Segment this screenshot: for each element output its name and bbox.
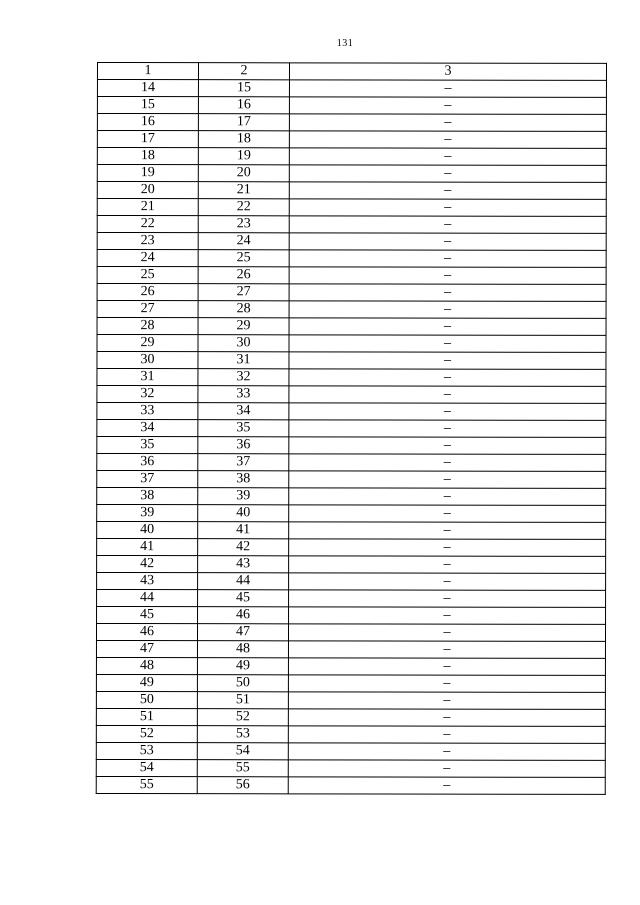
table-cell-col3: – bbox=[289, 522, 606, 540]
table-cell-col1: 19 bbox=[97, 165, 198, 182]
table-cell-col2: 18 bbox=[198, 131, 289, 148]
table-cell-col3: – bbox=[288, 743, 605, 761]
table-cell-col2: 31 bbox=[198, 352, 289, 369]
table-cell-col1: 36 bbox=[97, 454, 198, 471]
table-cell-col1: 25 bbox=[97, 267, 198, 284]
table-cell-col2: 26 bbox=[198, 267, 289, 284]
table-cell-col1: 32 bbox=[97, 386, 198, 403]
table-cell-col2: 51 bbox=[197, 692, 288, 709]
table-cell-col2: 54 bbox=[197, 743, 288, 760]
table-cell-col2: 34 bbox=[198, 403, 289, 420]
table-cell-col2: 40 bbox=[198, 505, 289, 522]
table-row bbox=[97, 539, 606, 557]
table-cell-col2: 36 bbox=[198, 437, 289, 454]
table-cell-col2: 29 bbox=[198, 318, 289, 335]
table-row bbox=[96, 641, 605, 659]
table-cell-col2: 28 bbox=[198, 301, 289, 318]
table-cell-col3: – bbox=[289, 403, 606, 421]
table-row bbox=[97, 522, 606, 540]
table-cell-col3: – bbox=[289, 165, 606, 183]
table-cell-col2: 16 bbox=[198, 97, 289, 114]
column-header-3: 3 bbox=[289, 63, 606, 81]
table-cell-col3: – bbox=[289, 233, 606, 251]
table-row bbox=[97, 573, 606, 591]
table-cell-col2: 15 bbox=[198, 80, 289, 97]
table-cell-col1: 49 bbox=[96, 674, 197, 691]
table-cell-col1: 37 bbox=[97, 471, 198, 488]
table-cell-col1: 31 bbox=[97, 369, 198, 386]
table-cell-col3: – bbox=[289, 318, 606, 336]
table-cell-col1: 29 bbox=[97, 335, 198, 352]
table-row bbox=[97, 284, 606, 302]
table-cell-col2: 42 bbox=[198, 539, 289, 556]
table-cell-col3: – bbox=[289, 199, 606, 217]
table-cell-col1: 20 bbox=[97, 182, 198, 199]
table-cell-col1: 52 bbox=[96, 725, 197, 742]
table-cell-col2: 21 bbox=[198, 182, 289, 199]
table-cell-col2: 17 bbox=[198, 114, 289, 131]
table-cell-col1: 45 bbox=[97, 607, 198, 624]
table-cell-col1: 38 bbox=[97, 488, 198, 505]
table-row bbox=[97, 335, 606, 353]
table-cell-col2: 53 bbox=[197, 726, 288, 743]
table-cell-col2: 55 bbox=[197, 760, 288, 777]
column-header-1: 1 bbox=[97, 63, 198, 80]
table-cell-col1: 51 bbox=[96, 708, 197, 725]
table-row bbox=[97, 403, 606, 421]
table-row bbox=[97, 488, 606, 506]
table-cell-col2: 47 bbox=[197, 624, 288, 641]
table-cell-col2: 32 bbox=[198, 369, 289, 386]
table-cell-col3: – bbox=[289, 148, 606, 166]
table-cell-col2: 33 bbox=[198, 386, 289, 403]
table-body bbox=[96, 80, 606, 795]
table-cell-col3: – bbox=[288, 760, 605, 778]
table-cell-col2: 23 bbox=[198, 216, 289, 233]
table-row bbox=[96, 776, 605, 794]
table-cell-col1: 34 bbox=[97, 420, 198, 437]
table-cell-col2: 19 bbox=[198, 148, 289, 165]
table-row bbox=[97, 420, 606, 438]
table-cell-col3: – bbox=[288, 692, 605, 710]
data-table bbox=[96, 62, 607, 795]
table-row bbox=[97, 148, 606, 166]
table-row bbox=[97, 199, 606, 217]
table-cell-col1: 47 bbox=[96, 641, 197, 658]
table-cell-col1: 21 bbox=[97, 199, 198, 216]
table-cell-col2: 37 bbox=[198, 454, 289, 471]
table-cell-col2: 39 bbox=[198, 488, 289, 505]
table-cell-col2: 27 bbox=[198, 284, 289, 301]
table-cell-col1: 14 bbox=[97, 80, 198, 97]
table-row bbox=[96, 624, 605, 642]
table-row bbox=[96, 674, 605, 692]
table-cell-col1: 55 bbox=[96, 776, 197, 793]
table-cell-col1: 30 bbox=[97, 352, 198, 369]
table-cell-col2: 43 bbox=[198, 556, 289, 573]
table-row bbox=[97, 301, 606, 319]
table-row bbox=[97, 505, 606, 523]
table-cell-col3: – bbox=[289, 437, 606, 455]
table-row bbox=[97, 318, 606, 336]
table-row bbox=[96, 742, 605, 760]
table-cell-col3: – bbox=[289, 488, 606, 506]
table-cell-col3: – bbox=[288, 641, 605, 659]
table-cell-col3: – bbox=[289, 182, 606, 200]
table-row bbox=[97, 471, 606, 489]
table-row bbox=[97, 131, 606, 149]
table-row bbox=[97, 590, 606, 608]
table-cell-col3: – bbox=[289, 369, 606, 387]
table-cell-col1: 23 bbox=[97, 233, 198, 250]
table-cell-col2: 56 bbox=[197, 777, 288, 794]
table-cell-col3: – bbox=[289, 505, 606, 523]
table-cell-col3: – bbox=[289, 97, 606, 115]
table-row bbox=[97, 437, 606, 455]
table-row bbox=[96, 708, 605, 726]
table-cell-col3: – bbox=[289, 573, 606, 591]
table-cell-col3: – bbox=[289, 590, 606, 608]
table-cell-col2: 24 bbox=[198, 233, 289, 250]
table-cell-col2: 50 bbox=[197, 675, 288, 692]
table-cell-col1: 15 bbox=[97, 97, 198, 114]
table-cell-col1: 41 bbox=[97, 539, 198, 556]
table-cell-col2: 49 bbox=[197, 658, 288, 675]
table-cell-col1: 53 bbox=[96, 742, 197, 759]
table-cell-col2: 30 bbox=[198, 335, 289, 352]
table-cell-col1: 16 bbox=[97, 114, 198, 131]
table-row bbox=[96, 657, 605, 675]
table-cell-col2: 25 bbox=[198, 250, 289, 267]
table-cell-col2: 46 bbox=[198, 607, 289, 624]
header-row bbox=[97, 63, 606, 81]
table-row bbox=[97, 233, 606, 251]
table-cell-col1: 35 bbox=[97, 437, 198, 454]
table-cell-col3: – bbox=[289, 284, 606, 302]
table-cell-col3: – bbox=[289, 250, 606, 268]
table-cell-col2: 20 bbox=[198, 165, 289, 182]
table-cell-col3: – bbox=[289, 607, 606, 625]
table-row bbox=[97, 250, 606, 268]
table-row bbox=[97, 607, 606, 625]
table-cell-col1: 24 bbox=[97, 250, 198, 267]
table-cell-col3: – bbox=[289, 335, 606, 353]
table-cell-col3: – bbox=[288, 726, 605, 744]
table-row bbox=[97, 352, 606, 370]
table-cell-col3: – bbox=[289, 352, 606, 370]
table-cell-col3: – bbox=[289, 556, 606, 574]
table-cell-col3: – bbox=[288, 675, 605, 693]
table-cell-col2: 41 bbox=[198, 522, 289, 539]
table-cell-col3: – bbox=[288, 658, 605, 676]
table-cell-col1: 22 bbox=[97, 216, 198, 233]
table-cell-col2: 22 bbox=[198, 199, 289, 216]
table-row bbox=[97, 80, 606, 98]
table-cell-col1: 43 bbox=[97, 573, 198, 590]
table-row bbox=[97, 556, 606, 574]
table-cell-col1: 42 bbox=[97, 556, 198, 573]
table-cell-col2: 38 bbox=[198, 471, 289, 488]
table-cell-col1: 39 bbox=[97, 505, 198, 522]
table-cell-col1: 28 bbox=[97, 318, 198, 335]
table-cell-col2: 45 bbox=[198, 590, 289, 607]
table-cell-col3: – bbox=[288, 709, 605, 727]
table-cell-col3: – bbox=[289, 420, 606, 438]
table-row bbox=[97, 97, 606, 115]
table-row bbox=[96, 691, 605, 709]
table-row bbox=[97, 114, 606, 132]
table-cell-col1: 46 bbox=[96, 624, 197, 641]
table-row bbox=[97, 267, 606, 285]
table-cell-col3: – bbox=[289, 267, 606, 285]
table-cell-col3: – bbox=[289, 539, 606, 557]
table-cell-col1: 40 bbox=[97, 522, 198, 539]
table-cell-col1: 33 bbox=[97, 403, 198, 420]
table-cell-col3: – bbox=[289, 131, 606, 149]
table-cell-col1: 48 bbox=[96, 657, 197, 674]
table-row bbox=[97, 369, 606, 387]
table-row bbox=[97, 182, 606, 200]
table-cell-col2: 52 bbox=[197, 709, 288, 726]
table-row bbox=[96, 759, 605, 777]
table-cell-col2: 48 bbox=[197, 641, 288, 658]
table-cell-col3: – bbox=[288, 777, 605, 795]
table-cell-col1: 17 bbox=[97, 131, 198, 148]
table-row bbox=[97, 216, 606, 234]
table-cell-col1: 44 bbox=[97, 590, 198, 607]
table-cell-col1: 18 bbox=[97, 148, 198, 165]
table-cell-col1: 50 bbox=[96, 691, 197, 708]
table-cell-col3: – bbox=[289, 216, 606, 234]
table-cell-col1: 54 bbox=[96, 759, 197, 776]
table-cell-col2: 44 bbox=[198, 573, 289, 590]
table-row bbox=[97, 165, 606, 183]
table-cell-col3: – bbox=[289, 471, 606, 489]
table-cell-col3: – bbox=[289, 301, 606, 319]
table-row bbox=[97, 454, 606, 472]
table-cell-col3: – bbox=[289, 454, 606, 472]
table-row bbox=[96, 725, 605, 743]
table-cell-col3: – bbox=[289, 386, 606, 404]
column-header-2: 2 bbox=[198, 63, 289, 80]
page-number: 131 bbox=[336, 38, 354, 49]
table-cell-col3: – bbox=[289, 80, 606, 98]
table-cell-col2: 35 bbox=[198, 420, 289, 437]
table-cell-col3: – bbox=[289, 114, 606, 132]
table-header bbox=[97, 63, 606, 81]
table-row bbox=[97, 386, 606, 404]
table-cell-col1: 27 bbox=[97, 301, 198, 318]
table-cell-col1: 26 bbox=[97, 284, 198, 301]
table-cell-col3: – bbox=[288, 624, 605, 642]
